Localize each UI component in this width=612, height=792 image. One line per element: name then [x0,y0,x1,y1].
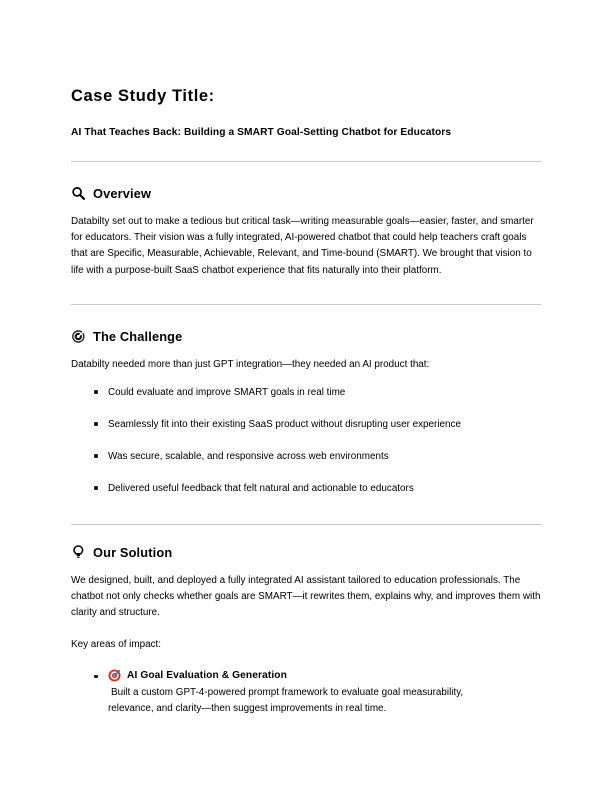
dartboard-icon [108,669,121,682]
impact-item-description [108,685,541,717]
section-divider-1 [71,161,541,162]
section-title-text: Overview [93,186,152,201]
list-item [71,481,541,496]
section-divider-2 [71,304,541,305]
impact-lead-in-text: Key areas of impact: [71,638,162,650]
challenge-bullet-list [71,385,541,496]
bullet-marker-icon [94,390,98,394]
section-title-text: The Challenge [93,328,183,344]
list-item-text: Delivered useful feedback that felt natural and actionable to educators [108,483,414,495]
challenge-intro-paragraph: Databilty needed more than just GPT integration—they needed an AI product that: [71,358,430,370]
impact-item-heading [108,669,541,683]
overview-paragraph: Databilty set out to make a tedious but critical task—writing measurable goals—easier, faster, and smarter for educators. Their vision was a fully integrated, AI-powered chatbot that could help teachers craft goals that are Specific, Measurable, Achievable, Relevant, and Time-bound (SMART). We brought that vision to life with a purpose-built SaaS chatbot experience that fits naturally into their platform. [71,216,534,276]
list-item-text: Was secure, scalable, and responsive across web environments [108,451,389,463]
list-item-text: Seamlessly fit into their existing SaaS product without disrupting user experience [108,419,461,431]
document-subtitle: AI That Teaches Back: Building a SMART Goal-Setting Chatbot for Educators [71,127,452,138]
page-title: Case Study Title: [71,87,215,105]
section-heading-overview [71,186,541,201]
bullet-marker-icon [94,675,98,679]
list-item [71,449,541,464]
list-item [71,417,541,432]
bullet-marker-icon [94,486,98,490]
section-heading-challenge [71,329,541,344]
list-item [71,669,541,717]
dart-target-icon [71,329,86,344]
impact-item-title: AI Goal Evaluation & Generation [127,669,287,681]
solution-paragraph: We designed, built, and deployed a fully integrated AI assistant tailored to education professionals. The chatbot not only checks whether goals are SMART—it rewrites them, explains why, and improves them with clarity and structure. [71,575,541,619]
section-divider-3 [71,524,541,525]
impact-list [71,669,541,717]
impact-description-line-2: relevance, and clarity—then suggest improvements in real time. [108,702,387,714]
list-item [71,385,541,400]
lightbulb-icon [71,545,86,560]
impact-description-line-1: Built a custom GPT-4-powered prompt framework to evaluate goal measurability, [111,686,464,698]
list-item-text: Could evaluate and improve SMART goals in real time [108,387,346,399]
magnifying-glass-icon [71,186,86,201]
bullet-marker-icon [94,454,98,458]
bullet-marker-icon [94,422,98,426]
section-title-text: Our Solution [93,545,173,561]
document-content [71,86,541,731]
section-heading-solution [71,545,541,560]
